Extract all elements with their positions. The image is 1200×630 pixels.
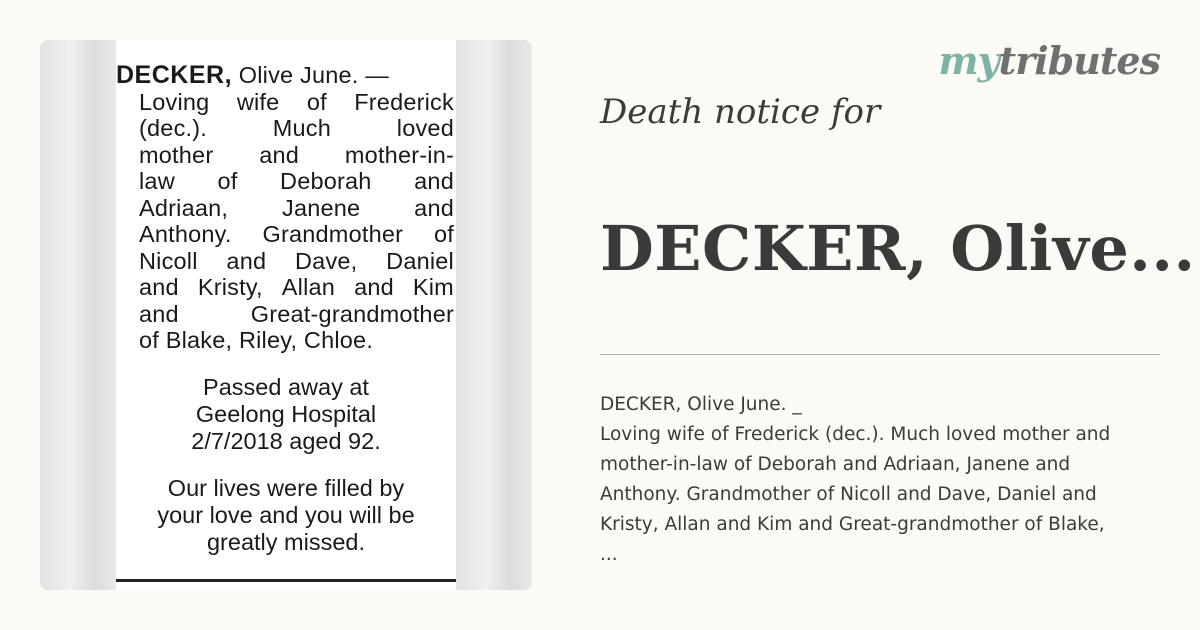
clipping-word: Dave, [295,247,358,274]
clipping-word: law [139,168,175,194]
clipping-passed-block [116,374,456,455]
clipping-bottom-rule [116,579,456,582]
clipping-line [116,274,456,301]
clipping-word: Kim [412,274,454,300]
clipping-last-line: of Blake, Riley, Chloe. [139,327,374,353]
clipping-word: wife [236,88,280,115]
clipping-passed-line: 2/7/2018 aged 92. [191,427,381,454]
clipping-word: Anthony. [139,221,232,247]
excerpt-line: Anthony. Grandmother of Nicoll and Dave, Daniel and [600,484,1097,505]
clipping-text [116,62,456,354]
notice-image-blur-left [40,40,116,590]
notice-image [40,40,532,590]
clipping-word: and [414,194,454,221]
clipping-word: Much [272,115,332,141]
clipping-word: Nicoll [139,247,198,274]
page-title: DECKER, Olive... [600,212,1196,285]
clipping-word: Allan [281,274,336,300]
divider [600,354,1160,355]
clipping-line [116,221,456,248]
clipping-closing-block [116,475,456,556]
clipping-word: Frederick [354,88,454,115]
clipping-word: (dec.). [139,115,207,141]
clipping-word: and [139,300,179,327]
clipping-word: Kristy, [197,274,263,300]
newspaper-clipping [116,40,456,590]
clipping-line [116,301,456,328]
clipping-word: and [259,141,300,168]
clipping-line [116,115,456,142]
clipping-word: Janene [282,194,361,221]
clipping-line [116,89,456,116]
excerpt-line: mother-in-law of Deborah and Adriaan, Janene and [600,454,1071,475]
clipping-word: Grandmother [262,221,404,247]
clipping-surname: DECKER, [116,61,233,89]
clipping-closing-line: your love and you will be [157,501,415,528]
clipping-first-line [116,62,456,89]
clipping-word: of [434,221,454,247]
clipping-word: mother-in- [344,141,454,168]
clipping-closing-line: Our lives were filled by [167,474,405,501]
clipping-word: and [354,274,394,300]
clipping-word: loved [396,115,454,141]
clipping-first-line-rest: Olive June. — [238,62,389,88]
notice-image-blur-right [456,40,532,590]
clipping-word: and [139,274,179,300]
notice-excerpt [600,390,1160,570]
clipping-word: Great-grandmother [250,300,454,327]
clipping-word: Deborah [280,168,372,194]
clipping-word: and [414,168,454,194]
clipping-body [116,89,456,328]
mytributes-logo[interactable] [938,38,1160,83]
excerpt-line: Kristy, Allan and Kim and Great-grandmother of Blake, [600,514,1105,535]
clipping-line [116,195,456,222]
excerpt-line: Loving wife of Frederick (dec.). Much loved mother and [600,424,1111,445]
page-kicker: Death notice for [600,92,881,132]
clipping-word: Adriaan, [139,194,229,221]
clipping-word: Loving [139,88,210,115]
clipping-line [116,142,456,169]
clipping-word: and [226,247,267,274]
clipping-line [116,168,456,195]
clipping-word: of [306,88,327,115]
clipping-word: mother [139,141,214,168]
clipping-word: Daniel [386,247,454,274]
clipping-passed-line: Geelong Hospital [195,400,377,427]
excerpt-line: DECKER, Olive June. _ [600,394,802,415]
clipping-closing-line: greatly missed. [206,528,366,555]
clipping-line [116,248,456,275]
excerpt-line: ... [600,544,618,565]
logo-tributes: tributes [998,38,1160,83]
logo-my: my [938,38,999,83]
clipping-word: of [217,168,238,194]
clipping-passed-line: Passed away at [203,373,369,400]
